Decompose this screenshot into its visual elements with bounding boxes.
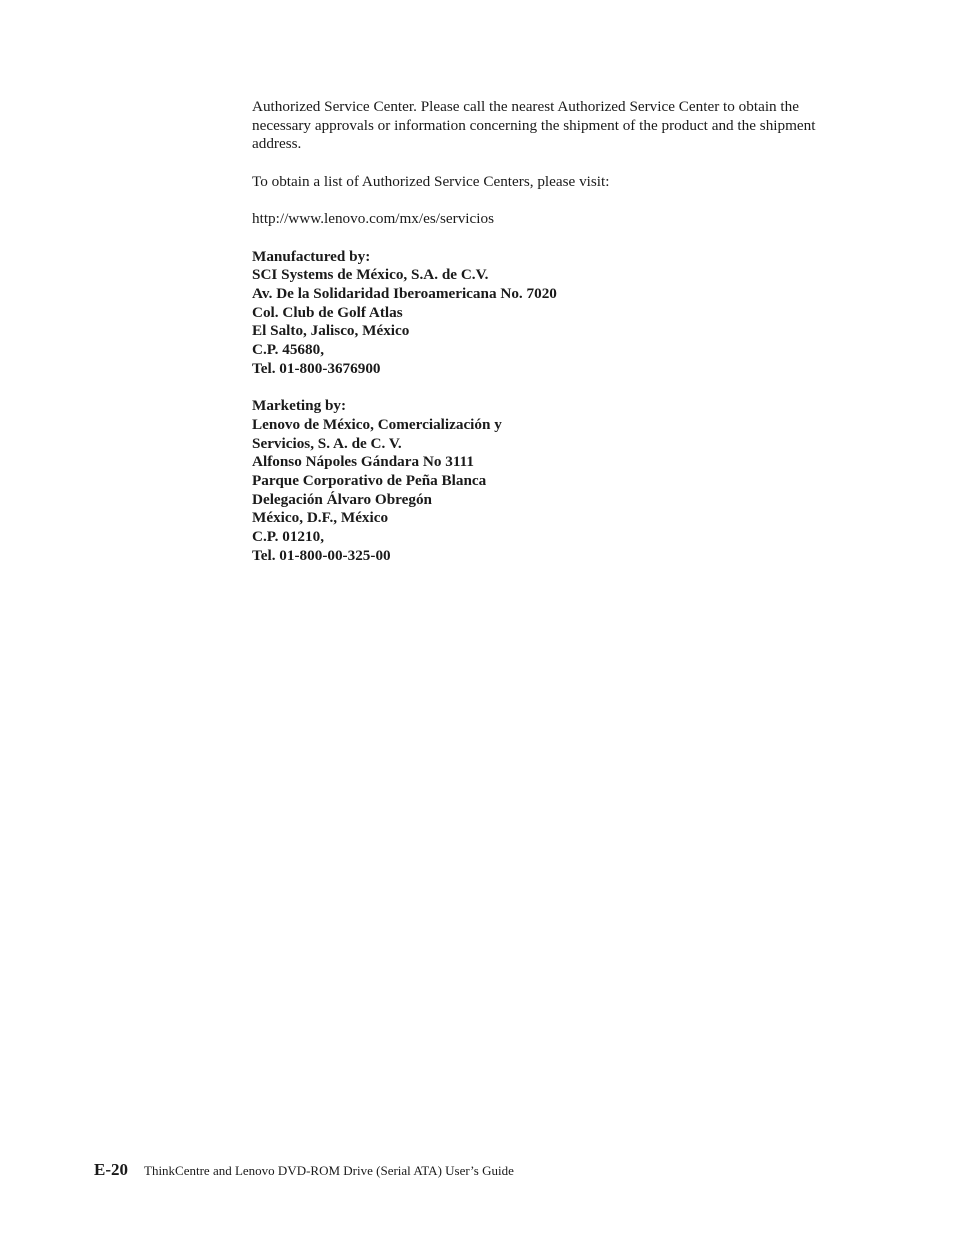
service-list-paragraph: To obtain a list of Authorized Service Centers, please visit: [252,172,610,190]
manufacturer-line: El Salto, Jalisco, México [252,322,410,340]
manufacturer-line: C.P. 45680, [252,341,325,359]
page-body [252,98,822,566]
manufacturer-heading: Manufactured by: [252,247,371,265]
service-url: http://www.lenovo.com/mx/es/servicios [252,210,494,228]
service-center-paragraph: Authorized Service Center. Please call the nearest Authorized Service Center to obtain the necessary approvals or information concerning the shipment of the product and the shipment address. [252,98,816,153]
marketer-line: C.P. 01210, [252,528,325,546]
marketer-heading: Marketing by: [252,397,347,415]
manufacturer-line: Av. De la Solidaridad Iberoamericana No. 7020 [252,284,557,302]
marketer-line: Lenovo de México, Comercialización y [252,415,502,433]
marketer-line: Alfonso Nápoles Gándara No 3111 [252,453,474,471]
manufacturer-line: SCI Systems de México, S.A. de C.V. [252,266,489,284]
marketer-line: Tel. 01-800-00-325-00 [252,546,391,564]
marketer-line: Delegación Álvaro Obregón [252,490,432,508]
marketer-line: México, D.F., México [252,509,389,527]
page-number: E-20 [94,1160,128,1179]
page-footer [94,1160,514,1180]
document-title: ThinkCentre and Lenovo DVD-ROM Drive (Serial ATA) User’s Guide [144,1163,514,1178]
manufacturer-block [252,248,822,379]
marketer-line: Parque Corporativo de Peña Blanca [252,472,487,489]
manufacturer-line: Tel. 01-800-3676900 [252,359,381,377]
marketer-block [252,397,822,565]
marketer-line: Servicios, S. A. de C. V. [252,434,402,452]
manufacturer-line: Col. Club de Golf Atlas [252,303,403,321]
